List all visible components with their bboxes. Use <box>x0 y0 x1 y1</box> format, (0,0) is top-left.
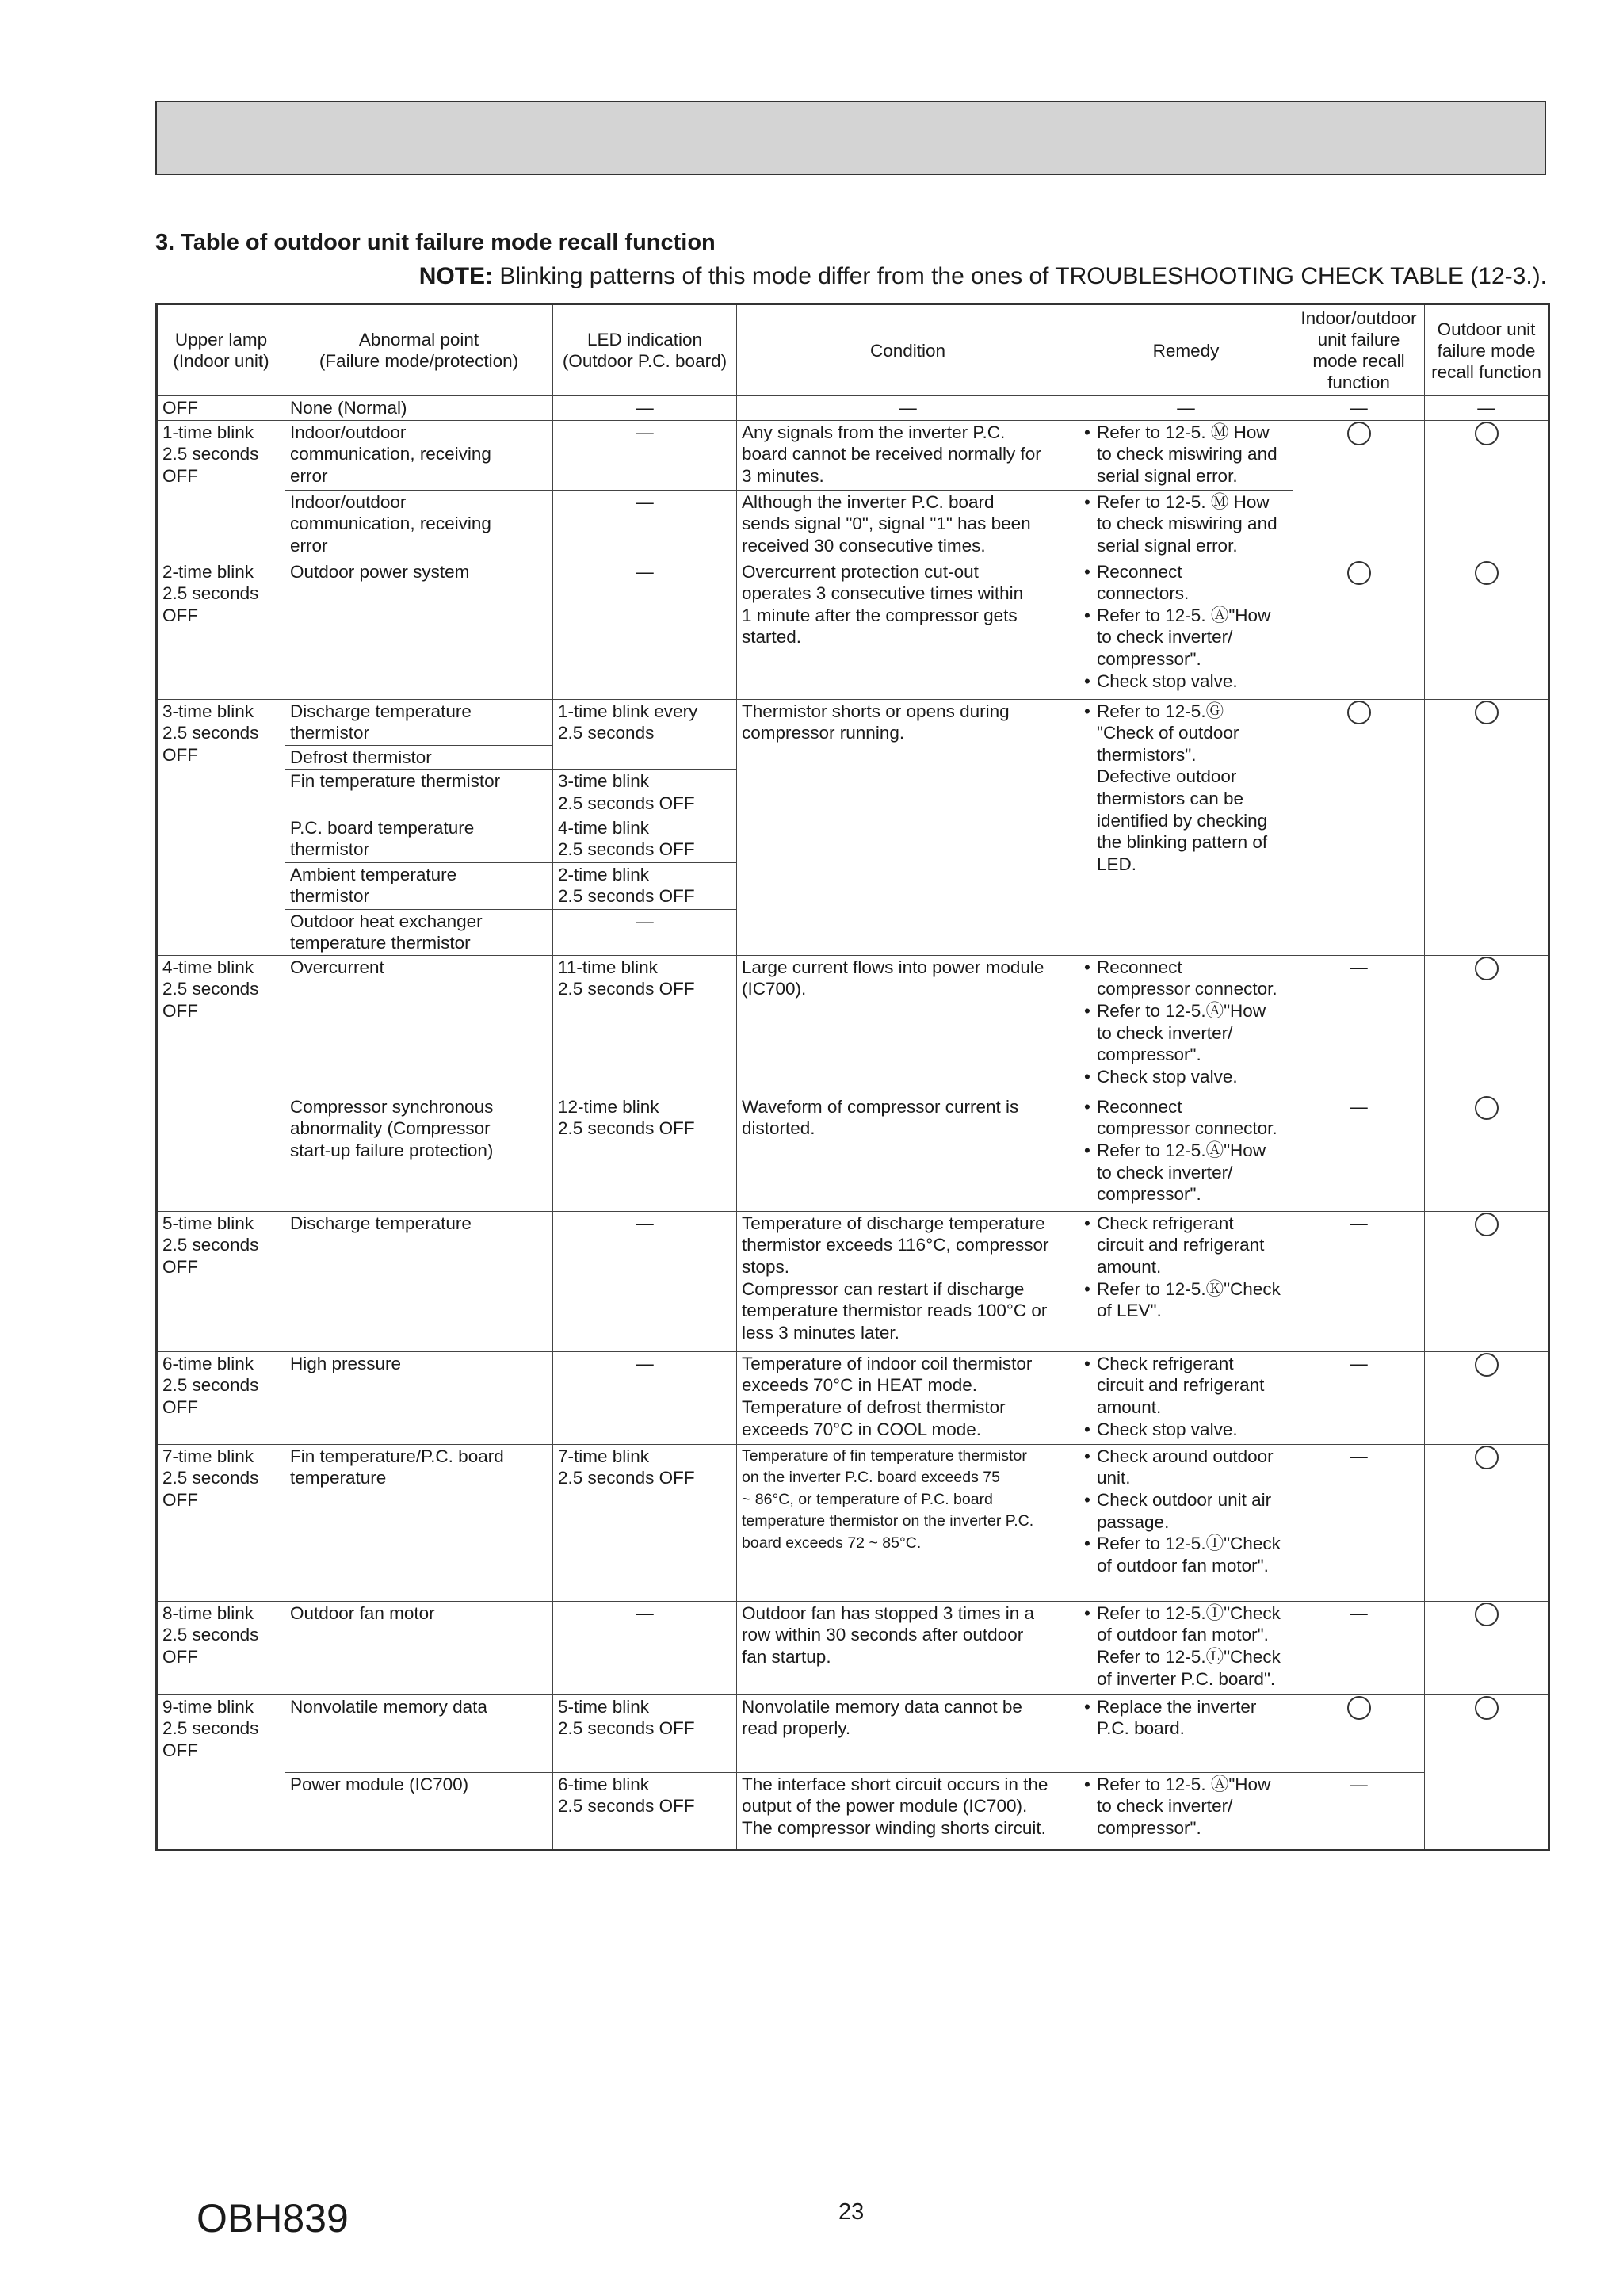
circle-mark <box>1475 561 1499 585</box>
led-cell: — <box>553 1211 737 1351</box>
led-cell: 12-time blink 2.5 seconds OFF <box>553 1095 737 1211</box>
led-cell: — <box>553 909 737 955</box>
table-row <box>157 1351 1549 1444</box>
indoor-recall-cell: — <box>1293 1351 1425 1444</box>
abnormal-point-cell: Fin temperature/P.C. board temperature <box>285 1444 553 1601</box>
remedy-item: • Check outdoor unit air passage. <box>1084 1489 1288 1533</box>
abnormal-point-cell: Indoor/outdoor communication, receiving error <box>285 490 553 560</box>
condition-cell: Thermistor shorts or opens during compressor running. <box>737 699 1079 955</box>
abnormal-point-cell: Nonvolatile memory data <box>285 1694 553 1772</box>
remedy-item: • Check refrigerant circuit and refrigerant amount. <box>1084 1353 1288 1419</box>
indoor-recall-cell: — <box>1293 1444 1425 1601</box>
remedy-cell <box>1079 490 1293 560</box>
abnormal-point-cell: Power module (IC700) <box>285 1772 553 1850</box>
abnormal-point-cell: None (Normal) <box>285 396 553 421</box>
outdoor-recall-cell <box>1425 699 1549 955</box>
upper-lamp-cell: 3-time blink 2.5 seconds OFF <box>157 699 285 955</box>
table-row <box>157 560 1549 699</box>
remedy-item: • Check stop valve. <box>1084 670 1288 693</box>
outdoor-recall-cell <box>1425 1601 1549 1694</box>
abnormal-point-cell: Outdoor heat exchanger temperature thermistor <box>285 909 553 955</box>
indoor-recall-cell <box>1293 1694 1425 1772</box>
circle-mark <box>1475 1096 1499 1120</box>
remedy-item: • Check refrigerant circuit and refrigerant amount. <box>1084 1213 1288 1278</box>
circle-mark <box>1475 422 1499 445</box>
remedy-item: • Check stop valve. <box>1084 1066 1288 1088</box>
abnormal-point-cell: P.C. board temperature thermistor <box>285 816 553 862</box>
abnormal-point-cell: Outdoor fan motor <box>285 1601 553 1694</box>
document-code: OBH839 <box>197 2196 349 2241</box>
remedy-item: • Reconnect connectors. <box>1084 561 1288 605</box>
table-row <box>157 1601 1549 1694</box>
remedy-cell <box>1079 699 1293 955</box>
condition-cell: Waveform of compressor current is distorted. <box>737 1095 1079 1211</box>
remedy-item: • Check around outdoor unit. <box>1084 1446 1288 1489</box>
table-row <box>157 1095 1549 1211</box>
table-row <box>157 955 1549 1095</box>
condition-cell: Any signals from the inverter P.C. board cannot be received normally for 3 minutes. <box>737 420 1079 490</box>
led-cell: 3-time blink 2.5 seconds OFF <box>553 770 737 816</box>
circle-mark <box>1475 1446 1499 1469</box>
remedy-item: • Refer to 12-5.Ⓚ"Check of LEV". <box>1084 1278 1288 1322</box>
header-condition: Condition <box>737 304 1079 396</box>
indoor-recall-cell: — <box>1293 1601 1425 1694</box>
remedy-cell <box>1079 420 1293 490</box>
upper-lamp-cell: 6-time blink 2.5 seconds OFF <box>157 1351 285 1444</box>
abnormal-point-cell: Ambient temperature thermistor <box>285 862 553 909</box>
remedy-item: • Refer to 12-5. Ⓐ"How to check inverter/ compressor". <box>1084 1774 1288 1839</box>
remedy-cell <box>1079 1772 1293 1850</box>
circle-mark <box>1347 561 1371 585</box>
header-indoor-recall: Indoor/outdoor unit failure mode recall function <box>1293 304 1425 396</box>
remedy-cell <box>1079 1211 1293 1351</box>
led-cell: 5-time blink 2.5 seconds OFF <box>553 1694 737 1772</box>
condition-cell: Although the inverter P.C. board sends signal "0", signal "1" has been received 30 consecutive times. <box>737 490 1079 560</box>
indoor-recall-cell <box>1293 420 1425 560</box>
indoor-recall-cell: — <box>1293 955 1425 1095</box>
circle-mark <box>1347 1696 1371 1720</box>
remedy-item: • Refer to 12-5.Ⓘ"Check of outdoor fan motor". <box>1084 1533 1288 1576</box>
led-cell: 7-time blink 2.5 seconds OFF <box>553 1444 737 1601</box>
remedy-cell <box>1079 1351 1293 1444</box>
remedy-item: • Refer to 12-5.Ⓐ"How to check inverter/ compressor". <box>1084 1000 1288 1066</box>
table-row <box>157 1211 1549 1351</box>
table-row <box>157 1444 1549 1601</box>
abnormal-point-cell: Indoor/outdoor communication, receiving error <box>285 420 553 490</box>
upper-lamp-cell: 7-time blink 2.5 seconds OFF <box>157 1444 285 1601</box>
remedy-cell <box>1079 1601 1293 1694</box>
indoor-recall-cell: — <box>1293 1095 1425 1211</box>
circle-mark <box>1347 701 1371 724</box>
led-cell: — <box>553 490 737 560</box>
indoor-recall-cell <box>1293 699 1425 955</box>
remedy-item: • Check stop valve. <box>1084 1419 1288 1441</box>
abnormal-point-cell: High pressure <box>285 1351 553 1444</box>
condition-cell: Outdoor fan has stopped 3 times in a row within 30 seconds after outdoor fan startup. <box>737 1601 1079 1694</box>
remedy-item: • Refer to 12-5.Ⓐ"How to check inverter/ compressor". <box>1084 1140 1288 1205</box>
remedy-note: Defective outdoor thermistors can be identified by checking the blinking pattern of LED. <box>1097 766 1268 874</box>
outdoor-recall-cell <box>1425 560 1549 699</box>
outdoor-recall-cell <box>1425 420 1549 560</box>
abnormal-point-cell: Discharge temperature <box>285 1211 553 1351</box>
remedy-cell <box>1079 955 1293 1095</box>
remedy-cell: — <box>1079 396 1293 421</box>
outdoor-recall-cell <box>1425 955 1549 1095</box>
section-title: 3. Table of outdoor unit failure mode recall function <box>155 230 716 255</box>
condition-cell: Overcurrent protection cut-out operates 3 consecutive times within 1 minute after the compressor gets started. <box>737 560 1079 699</box>
circle-mark <box>1475 1213 1499 1236</box>
condition-cell: Temperature of fin temperature thermistor on the inverter P.C. board exceeds 75 ~ 86°C, or temperature of P.C. board temperature thermistor on the inverter P.C. board exceeds 72 ~ 85°C. <box>737 1444 1079 1601</box>
condition-cell: Temperature of discharge temperature thermistor exceeds 116°C, compressor stops. Compressor can restart if discharge temperature thermistor reads 100°C or less 3 minutes later. <box>737 1211 1079 1351</box>
indoor-recall-cell: — <box>1293 1211 1425 1351</box>
circle-mark <box>1475 1696 1499 1720</box>
remedy-item: • Refer to 12-5.Ⓘ"Check of outdoor fan motor". Refer to 12-5.Ⓛ"Check of inverter P.C. board". <box>1084 1603 1288 1690</box>
condition-cell: Temperature of indoor coil thermistor exceeds 70°C in HEAT mode. Temperature of defrost thermistor exceeds 70°C in COOL mode. <box>737 1351 1079 1444</box>
upper-lamp-cell: OFF <box>157 396 285 421</box>
condition-cell: Nonvolatile memory data cannot be read properly. <box>737 1694 1079 1772</box>
indoor-recall-cell <box>1293 560 1425 699</box>
led-cell: 11-time blink 2.5 seconds OFF <box>553 955 737 1095</box>
header-outdoor-recall: Outdoor unit failure mode recall function <box>1425 304 1549 396</box>
abnormal-point-cell: Overcurrent <box>285 955 553 1095</box>
led-cell: 6-time blink 2.5 seconds OFF <box>553 1772 737 1850</box>
header-upper-lamp: Upper lamp (Indoor unit) <box>157 304 285 396</box>
circle-mark <box>1475 1603 1499 1626</box>
header-remedy: Remedy <box>1079 304 1293 396</box>
indoor-recall-cell: — <box>1293 396 1425 421</box>
circle-mark <box>1347 422 1371 445</box>
led-cell: 4-time blink 2.5 seconds OFF <box>553 816 737 862</box>
table-row <box>157 420 1549 490</box>
remedy-item: • Refer to 12-5. Ⓜ How to check miswiring and serial signal error. <box>1084 491 1288 557</box>
abnormal-point-cell: Compressor synchronous abnormality (Compressor start-up failure protection) <box>285 1095 553 1211</box>
remedy-cell <box>1079 1095 1293 1211</box>
abnormal-point-cell: Defrost thermistor <box>285 745 553 770</box>
outdoor-recall-cell <box>1425 1095 1549 1211</box>
led-cell: 1-time blink every 2.5 seconds <box>553 699 737 770</box>
table-row <box>157 1772 1549 1850</box>
circle-mark <box>1475 1353 1499 1377</box>
outdoor-recall-cell <box>1425 1694 1549 1850</box>
table-row <box>157 699 1549 745</box>
upper-lamp-cell: 4-time blink 2.5 seconds OFF <box>157 955 285 1211</box>
remedy-item: • Refer to 12-5.Ⓖ "Check of outdoor thermistors". <box>1084 701 1288 766</box>
remedy-item: • Replace the inverter P.C. board. <box>1084 1696 1288 1740</box>
led-cell: — <box>553 396 737 421</box>
header-abnormal-point: Abnormal point (Failure mode/protection) <box>285 304 553 396</box>
circle-mark <box>1475 957 1499 980</box>
note <box>419 263 1547 290</box>
upper-lamp-cell: 5-time blink 2.5 seconds OFF <box>157 1211 285 1351</box>
remedy-item: • Refer to 12-5. Ⓐ"How to check inverter/ compressor". <box>1084 605 1288 670</box>
condition-cell: The interface short circuit occurs in the output of the power module (IC700). The compressor winding shorts circuit. <box>737 1772 1079 1850</box>
led-cell: — <box>553 560 737 699</box>
upper-lamp-cell: 9-time blink 2.5 seconds OFF <box>157 1694 285 1850</box>
remedy-item: • Reconnect compressor connector. <box>1084 957 1288 1000</box>
abnormal-point-cell: Outdoor power system <box>285 560 553 699</box>
led-cell: 2-time blink 2.5 seconds OFF <box>553 862 737 909</box>
outdoor-recall-cell <box>1425 1444 1549 1601</box>
header-row <box>157 304 1549 396</box>
note-text: Blinking patterns of this mode differ from the ones of TROUBLESHOOTING CHECK TABLE (12-3.). <box>493 263 1547 289</box>
outdoor-recall-cell <box>1425 1351 1549 1444</box>
condition-cell: — <box>737 396 1079 421</box>
led-cell: — <box>553 1351 737 1444</box>
note-label: NOTE: <box>418 263 494 289</box>
circle-mark <box>1475 701 1499 724</box>
failure-mode-table <box>155 303 1550 1851</box>
remedy-item: • Reconnect compressor connector. <box>1084 1096 1288 1140</box>
remedy-cell <box>1079 1444 1293 1601</box>
table-row <box>157 396 1549 421</box>
header-led-indication: LED indication (Outdoor P.C. board) <box>553 304 737 396</box>
led-cell: — <box>553 1601 737 1694</box>
led-cell: — <box>553 420 737 490</box>
outdoor-recall-cell <box>1425 1211 1549 1351</box>
remedy-cell <box>1079 560 1293 699</box>
remedy-cell <box>1079 1694 1293 1772</box>
header-bar <box>155 101 1546 175</box>
upper-lamp-cell: 8-time blink 2.5 seconds OFF <box>157 1601 285 1694</box>
remedy-item: • Refer to 12-5. Ⓜ How to check miswiring and serial signal error. <box>1084 422 1288 487</box>
condition-cell: Large current flows into power module (IC700). <box>737 955 1079 1095</box>
abnormal-point-cell: Fin temperature thermistor <box>285 770 553 816</box>
abnormal-point-cell: Discharge temperature thermistor <box>285 699 553 745</box>
upper-lamp-cell: 2-time blink 2.5 seconds OFF <box>157 560 285 699</box>
outdoor-recall-cell: — <box>1425 396 1549 421</box>
indoor-recall-cell: — <box>1293 1772 1425 1850</box>
page-number: 23 <box>838 2199 865 2225</box>
table-row <box>157 1694 1549 1772</box>
upper-lamp-cell: 1-time blink 2.5 seconds OFF <box>157 420 285 560</box>
